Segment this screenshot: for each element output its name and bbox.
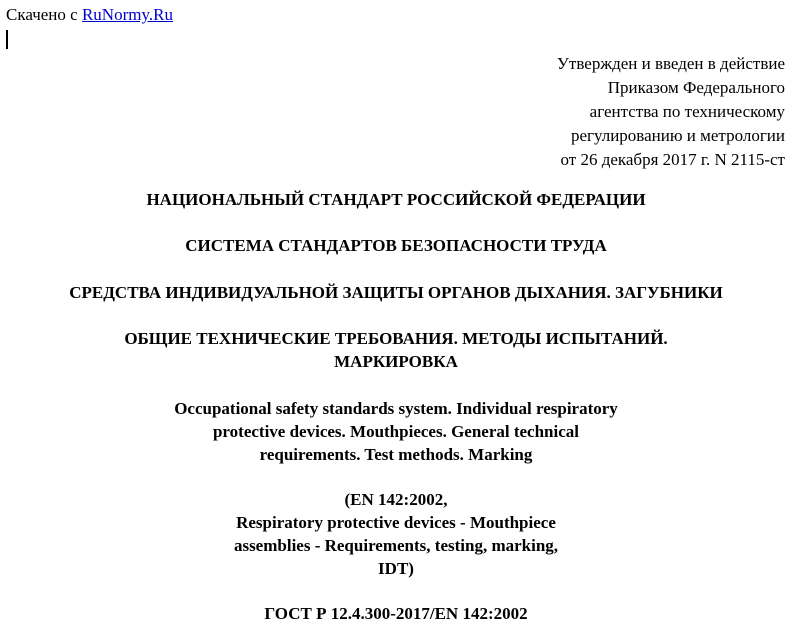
national-standard-text: НАЦИОНАЛЬНЫЙ СТАНДАРТ РОССИЙСКОЙ ФЕДЕРАЦИИ	[146, 190, 646, 209]
equivalence-note	[0, 488, 792, 580]
equivalence-line: IDT)	[378, 559, 414, 578]
source-prefix: Скачено с	[6, 5, 82, 24]
subject-text: СРЕДСТВА ИНДИВИДУАЛЬНОЙ ЗАЩИТЫ ОРГАНОВ ДЫХАНИЯ. ЗАГУБНИКИ	[69, 283, 723, 302]
text-cursor	[6, 30, 8, 49]
system-text: СИСТЕМА СТАНДАРТОВ БЕЗОПАСНОСТИ ТРУДА	[185, 236, 607, 255]
english-title-line: protective devices. Mouthpieces. General technical	[212, 422, 580, 441]
standard-designation	[0, 602, 792, 625]
source-line	[6, 5, 173, 25]
approval-line: от 26 декабря 2017 г. N 2115-ст	[560, 150, 785, 169]
equivalence-line: Respiratory protective devices - Mouthpiece	[236, 513, 556, 532]
subject-heading	[0, 281, 792, 304]
approval-line: регулированию и метрологии	[570, 126, 785, 145]
english-title-line: Occupational safety standards system. Individual respiratory	[174, 399, 618, 418]
runormy-link[interactable]: RuNormy.Ru	[81, 5, 173, 24]
equivalence-line: (EN 142:2002,	[344, 490, 448, 509]
approval-block	[557, 52, 785, 172]
approval-line: Приказом Федерального	[607, 78, 785, 97]
scope-line: МАРКИРОВКА	[334, 352, 458, 371]
national-standard-heading	[0, 188, 792, 211]
designation-text: ГОСТ Р 12.4.300-2017/EN 142:2002	[264, 604, 528, 623]
approval-line: агентства по техническому	[589, 102, 785, 121]
approval-line: Утвержден и введен в действие	[556, 54, 785, 73]
scope-heading	[0, 327, 792, 373]
scope-line: ОБЩИЕ ТЕХНИЧЕСКИЕ ТРЕБОВАНИЯ. МЕТОДЫ ИСПЫТАНИЙ.	[124, 329, 668, 348]
english-title	[0, 397, 792, 466]
equivalence-line: assemblies - Requirements, testing, marking,	[233, 536, 559, 555]
system-heading	[0, 234, 792, 257]
english-title-line: requirements. Test methods. Marking	[259, 445, 533, 464]
